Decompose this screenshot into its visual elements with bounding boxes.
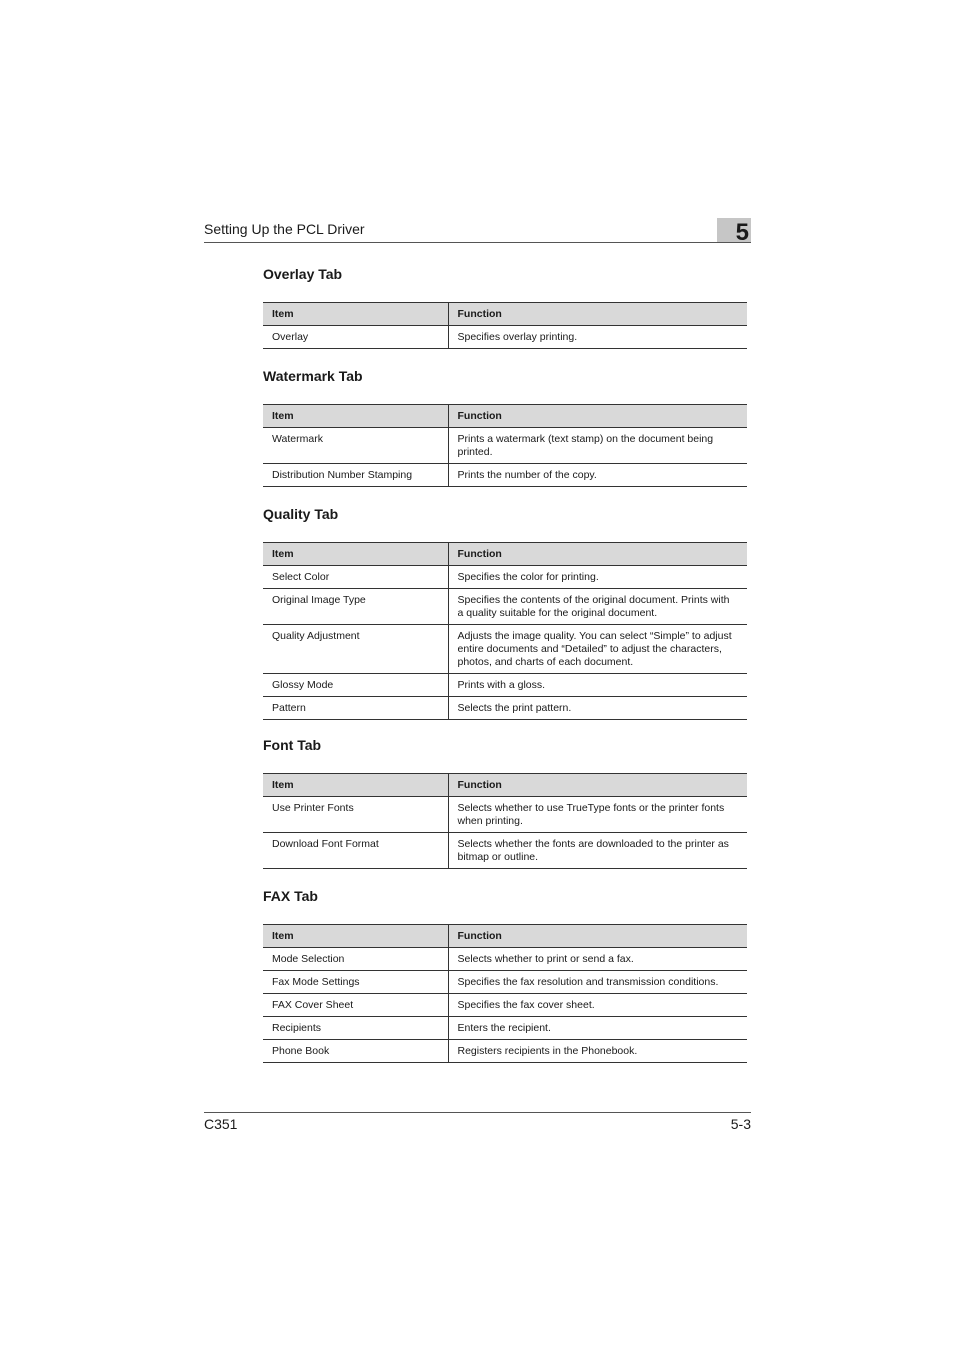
function-cell: Enters the recipient. (448, 1017, 747, 1040)
section-heading: Overlay Tab (263, 266, 343, 282)
column-header-function: Function (448, 405, 747, 428)
quality-tab-section (263, 506, 747, 720)
item-cell: Glossy Mode (263, 674, 448, 697)
item-cell: Original Image Type (263, 589, 448, 625)
watermark-table (263, 404, 747, 487)
running-header-title: Setting Up the PCL Driver (204, 221, 365, 237)
font-tab-section (263, 737, 747, 869)
function-cell: Specifies the fax resolution and transmission conditions. (448, 971, 747, 994)
function-cell: Prints with a gloss. (448, 674, 747, 697)
column-header-item: Item (263, 303, 448, 326)
item-cell: Use Printer Fonts (263, 797, 448, 833)
watermark-tab-section (263, 368, 747, 487)
item-cell: Overlay (263, 326, 448, 349)
page-number: 5-3 (730, 1116, 751, 1132)
function-cell: Specifies the color for printing. (448, 566, 747, 589)
table-row (263, 566, 747, 589)
item-cell: Watermark (263, 428, 448, 464)
function-cell: Adjusts the image quality. You can select “Simple” to adjust entire documents and “Detailed” to adjust the characters, photos, and charts of each document. (448, 625, 747, 674)
item-cell: Select Color (263, 566, 448, 589)
function-cell: Registers recipients in the Phonebook. (448, 1040, 747, 1063)
section-heading: FAX Tab (263, 888, 318, 904)
table-row (263, 971, 747, 994)
column-header-function: Function (448, 925, 747, 948)
function-cell: Selects whether to print or send a fax. (448, 948, 747, 971)
item-cell: Download Font Format (263, 833, 448, 869)
page-footer (204, 1112, 751, 1132)
overlay-table (263, 302, 747, 349)
table-row (263, 1017, 747, 1040)
item-cell: Mode Selection (263, 948, 448, 971)
table-row (263, 948, 747, 971)
quality-table (263, 542, 747, 720)
column-header-function: Function (448, 774, 747, 797)
item-cell: Phone Book (263, 1040, 448, 1063)
column-header-function: Function (448, 303, 747, 326)
chapter-number-badge: 5 (717, 218, 751, 242)
table-row (263, 797, 747, 833)
column-header-item: Item (263, 543, 448, 566)
column-header-function: Function (448, 543, 747, 566)
item-cell: Pattern (263, 697, 448, 720)
table-row (263, 589, 747, 625)
function-cell: Selects the print pattern. (448, 697, 747, 720)
item-cell: Recipients (263, 1017, 448, 1040)
table-row (263, 994, 747, 1017)
table-row (263, 464, 747, 487)
item-cell: FAX Cover Sheet (263, 994, 448, 1017)
item-cell: Fax Mode Settings (263, 971, 448, 994)
function-cell: Prints the number of the copy. (448, 464, 747, 487)
function-cell: Specifies overlay printing. (448, 326, 747, 349)
column-header-item: Item (263, 774, 448, 797)
table-row (263, 833, 747, 869)
overlay-tab-section (263, 266, 747, 349)
function-cell: Specifies the contents of the original document. Prints with a quality suitable for the original document. (448, 589, 747, 625)
fax-table (263, 924, 747, 1063)
item-cell: Distribution Number Stamping (263, 464, 448, 487)
table-row (263, 326, 747, 349)
page-header (204, 218, 751, 246)
section-heading: Watermark Tab (263, 368, 363, 384)
function-cell: Specifies the fax cover sheet. (448, 994, 747, 1017)
table-row (263, 428, 747, 464)
column-header-item: Item (263, 405, 448, 428)
font-table (263, 773, 747, 869)
table-row (263, 625, 747, 674)
table-row (263, 697, 747, 720)
function-cell: Selects whether to use TrueType fonts or the printer fonts when printing. (448, 797, 747, 833)
table-row (263, 674, 747, 697)
item-cell: Quality Adjustment (263, 625, 448, 674)
fax-tab-section (263, 888, 747, 1063)
column-header-item: Item (263, 925, 448, 948)
section-heading: Font Tab (263, 737, 322, 753)
function-cell: Prints a watermark (text stamp) on the document being printed. (448, 428, 747, 464)
table-row (263, 1040, 747, 1063)
section-heading: Quality Tab (263, 506, 339, 522)
model-name: C351 (204, 1116, 238, 1132)
function-cell: Selects whether the fonts are downloaded to the printer as bitmap or outline. (448, 833, 747, 869)
